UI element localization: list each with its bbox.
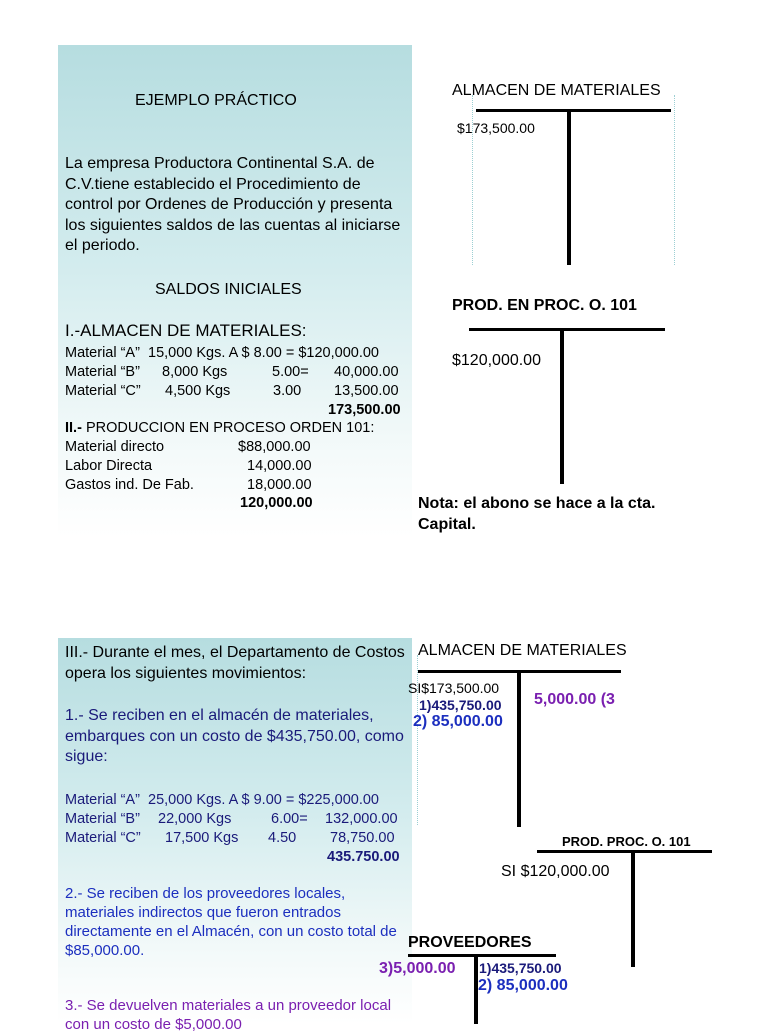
material-c-qty: 4,500 Kgs (165, 383, 231, 399)
slide1-intro: La empresa Productora Continental S.A. de C.V.tiene establecido el Procedimiento de control por Ordenes de Producción y presenta los siguientes saldos de las cuentas al iniciarse el periodo. (65, 155, 401, 254)
proveedores-credit2: 2) 85,000.00 (478, 977, 568, 994)
proveedores-debit: 3)5,000.00 (379, 960, 456, 977)
s2-material-a-name: Material “A” (65, 792, 140, 808)
s2-prod-divider (631, 851, 635, 967)
taccount1-divider (567, 110, 571, 265)
movement-1: 1.- Se reciben en el almacén de materiales, embarques con un costo de $435,750.00, como sigue: (65, 707, 404, 765)
s2-material-a-detail: 25,000 Kgs. A $ 9.00 = $225,000.00 (148, 792, 379, 808)
material-a-name: Material “A” (65, 345, 140, 361)
material-c-amount: 13,500.00 (334, 383, 399, 399)
s2-material-b-name: Material “B” (65, 811, 140, 827)
s2-materials-total: 435.750.00 (327, 849, 400, 865)
movement-2: 2.- Se reciben de los proveedores locales, materiales indirectos que fueron entrados directamente en el Almacén, con un costo total de $85,000.00. (65, 885, 397, 959)
proveedores-credit1: 1)435,750.00 (479, 960, 562, 976)
s2-almacen-divider (517, 672, 521, 827)
material-b-price: 5.00= (272, 364, 309, 380)
s2-almacen-entry1: 1)435,750.00 (419, 697, 502, 713)
s2-material-c-qty: 17,500 Kgs (165, 830, 239, 846)
production-label-2: Labor Directa (65, 458, 153, 474)
production-label-1: Material directo (65, 439, 165, 455)
material-a-detail: 15,000 Kgs. A $ 8.00 = $120,000.00 (148, 345, 379, 361)
materials-total: 173,500.00 (328, 402, 401, 418)
section2-heading (65, 419, 374, 438)
material-c-name: Material “C” (65, 383, 141, 399)
s2-material-a-row (65, 791, 379, 810)
s2-prod-top-line (537, 850, 712, 853)
taccount1-top-line (476, 109, 671, 112)
section2-title: PRODUCCION EN PROCESO ORDEN 101: (81, 420, 375, 436)
production-label-3: Gastos ind. De Fab. (65, 477, 194, 493)
slide1-title: EJEMPLO PRÁCTICO (135, 92, 297, 109)
slide2-intro: III.- Durante el mes, el Departamento de Costos opera los siguientes movimientos: (65, 644, 405, 682)
taccount2-top-line (469, 328, 665, 331)
taccount2-divider (560, 330, 564, 484)
s2-material-b-amount: 132,000.00 (325, 811, 398, 827)
material-b-name: Material “B” (65, 364, 140, 380)
material-b-amount: 40,000.00 (334, 364, 399, 380)
taccount1-debit: $173,500.00 (457, 120, 535, 136)
material-b-qty: 8,000 Kgs (162, 364, 228, 380)
capital-note: Nota: el abono se hace a la cta. Capital. (418, 495, 656, 533)
taccount2-debit: $120,000.00 (452, 352, 541, 369)
s2-material-b-qty: 22,000 Kgs (158, 811, 232, 827)
material-c-price: 3.00 (273, 383, 302, 399)
material-b-row (65, 363, 140, 382)
movement-3: 3.- Se devuelven materiales a un proveedor local con un costo de $5,000.00 (65, 997, 392, 1033)
s2-almacen-entry2: 2) 85,000.00 (413, 713, 503, 730)
material-c-row (65, 382, 141, 401)
s2-material-c-price: 4.50 (268, 830, 297, 846)
production-amount-1: $88,000.00 (238, 439, 311, 455)
slide1-subtitle: SALDOS INICIALES (155, 281, 302, 298)
s2-almacen-credit: 5,000.00 (3 (534, 691, 615, 708)
section2-prefix: II.- (65, 420, 82, 436)
taccount1-title: ALMACEN DE MATERIALES (452, 82, 661, 99)
s2-prod-title: PROD. PROC. O. 101 (562, 834, 691, 849)
taccount1-guide-right (674, 95, 675, 265)
s2-prod-si: SI $120,000.00 (501, 863, 610, 880)
taccount2-title: PROD. EN PROC. O. 101 (452, 297, 637, 314)
production-total: 120,000.00 (240, 495, 313, 511)
s2-material-c-name: Material “C” (65, 830, 141, 846)
s2-material-b-price: 6.00= (271, 811, 308, 827)
s2-almacen-si: SI$173,500.00 (408, 680, 500, 696)
s2-almacen-title: ALMACEN DE MATERIALES (418, 642, 627, 659)
s2-material-c-amount: 78,750.00 (330, 830, 395, 846)
material-a-row (65, 344, 379, 363)
production-amount-2: 14,000.00 (247, 458, 312, 474)
proveedores-title: PROVEEDORES (408, 934, 532, 951)
production-amount-3: 18,000.00 (247, 477, 312, 493)
section1-heading: I.-ALMACEN DE MATERIALES: (65, 321, 307, 340)
proveedores-top-line (408, 954, 556, 957)
